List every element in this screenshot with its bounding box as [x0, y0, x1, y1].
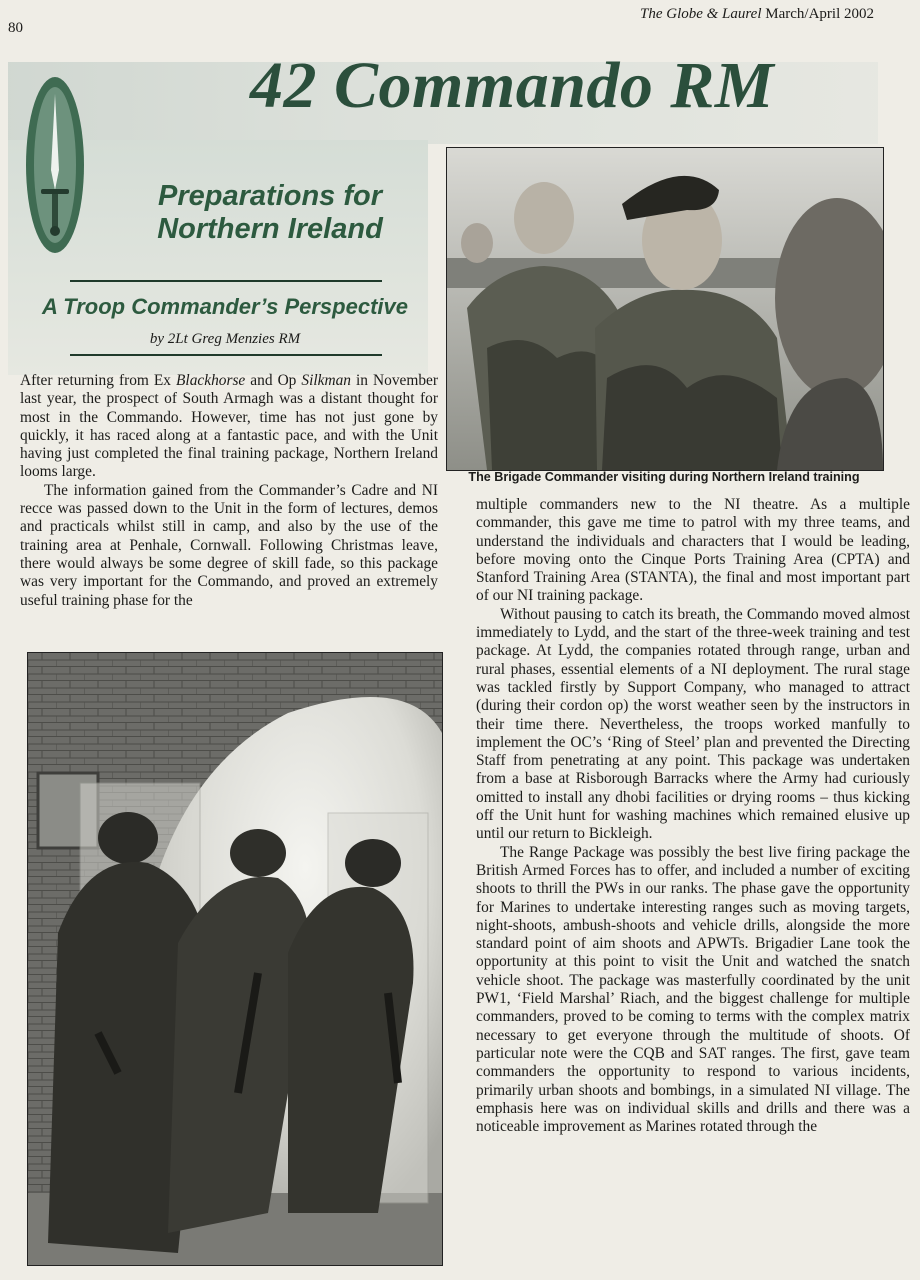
- article-subheading: A Troop Commander’s Perspective: [42, 294, 408, 319]
- page-number: 80: [8, 20, 23, 36]
- left-column: [20, 372, 438, 610]
- issue-date: March/April 2002: [765, 6, 874, 22]
- section-heading-line-1: Preparations for: [158, 180, 382, 212]
- section-heading: [140, 180, 400, 246]
- paragraph-lydd: Without pausing to catch its breath, the Commando moved almost immediately to Lydd, and the start of the three-week training and test package. At Lydd, the companies rotated through range, urban and rural phases, essential elements of a NI deployment. The rural stage was tackled firstly by Support Company, who managed to attract (during their cordon op) the worst weather seen by the instructors in their time there. Nevertheless, the troops worked manfully to implement the OC’s ‘Ring of Steel’ plan and prevented the Directing Staff from penetrating at any point. This package was undertaken from a base at Risborough Barracks where the Army had curiously omitted to install any dhobi facilities or drying rooms – thus kicking off the Unit hunt for washing machines which remained elusive up until our return to Bickleigh.: [476, 605, 910, 843]
- top-divider: [70, 280, 382, 282]
- publication-name: The Globe & Laurel: [639, 6, 762, 22]
- paragraph-intro: [20, 372, 438, 482]
- exercise-name: Blackhorse: [176, 372, 246, 389]
- byline: by 2Lt Greg Menzies RM: [149, 331, 301, 347]
- text-run: After returning from Ex: [20, 372, 177, 389]
- paragraph-multiple-commanders: multiple commanders new to the NI theatre. As a multiple commander, this gave me time to patrol with my three teams, and understand the individuals and characters that I would be leading, before moving onto the Cinque Ports Training Area (CPTA) and Stanford Training Area (STANTA), the final and most important part of our NI training package.: [476, 496, 910, 605]
- article-title: 42 Commando RM: [250, 49, 775, 122]
- paragraph-range-package: The Range Package was possibly the best live firing package the British Armed Forces has to offer, and included a number of exciting shoots to thrill the PWs in our ranks. The phase gave the opportunity for Marines to undertake interesting ranges such as moving targets, night-shoots, ambush-shoots and vehicle drills, alongside the more standard point of aim shoots and APWTs. Brigadier Lane took the opportunity at this point to visit the Unit and watched the snatch vehicle shoot. The package was masterfully coordinated by the unit PW1, ‘Field Marshal’ Riach, and the biggest challenge for multiple commanders, proved to be coming to terms with the complex matrix necessary to get everyone through the multitude of shoots. Of particular note were the CQB and SAT ranges. The first, gave team commanders the opportunity to respond to various incidents, primarily urban shoots and bombings, in a simulated NI village. The emphasis here was on individual skills and drills and there was a noticeable improvement as Marines rotated through the: [476, 843, 910, 1136]
- bottom-divider: [70, 354, 382, 356]
- commando-dagger-logo: [22, 72, 88, 258]
- photo-caption: The Brigade Commander visiting during Northern Ireland training: [468, 470, 860, 484]
- paragraph-commanders-cadre: The information gained from the Commander’s Cadre and NI recce was passed down to the Unit in the form of lectures, demos and practicals whilst still in camp, and also by the use of the training area at Penhale, Cornwall. Following Christmas leave, there would always be some degree of skill fade, so this package was very important for the Commando, and proved an extremely useful training phase for the: [20, 481, 438, 609]
- text-run: and Op: [245, 372, 302, 389]
- operation-name: Silkman: [301, 372, 351, 389]
- section-heading-line-2: Northern Ireland: [157, 213, 383, 245]
- running-header: [640, 6, 874, 23]
- text-run: in November last year, the prospect of South Armagh was a distant thought for most in the Commando. However, time has not just gone by quickly, it has raced along at a fantastic pace, and with the Unit having just completed the final training package, Northern Ireland looms large.: [20, 372, 438, 481]
- riot-training-photo: [27, 652, 443, 1266]
- right-column: [476, 496, 910, 1136]
- brigade-commander-photo: [446, 147, 884, 471]
